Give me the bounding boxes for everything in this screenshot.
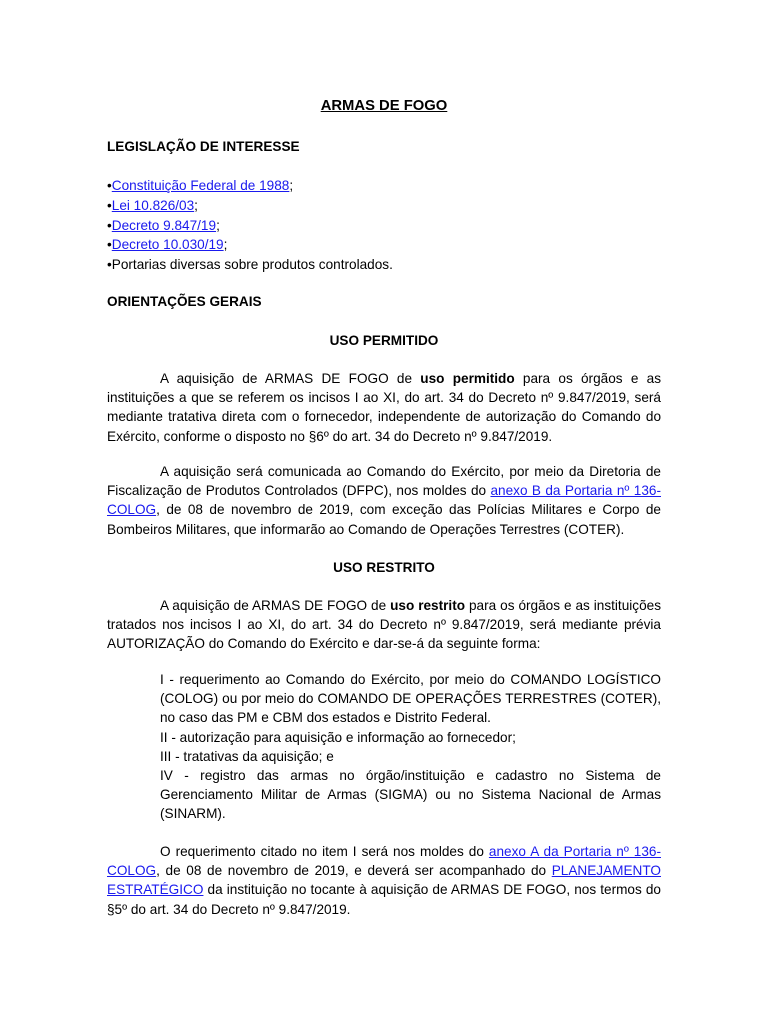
list-item: •Lei 10.826/03;: [107, 197, 198, 213]
uso-restrito-paragraph-1: A aquisição de ARMAS DE FOGO de uso restrito para os órgãos e as instituições tratados nos incisos I ao XI, do art. 34 do Decreto nº 9.847/2019, será mediante prévia AUTORIZAÇÃO do Comando do Exército e dar-se-á da seguinte forma:: [107, 598, 661, 652]
page-title: ARMAS DE FOGO: [320, 98, 448, 114]
bullet: •: [107, 237, 112, 253]
uso-restrito-heading: USO RESTRITO: [333, 560, 435, 575]
step-iii: III - tratativas da aquisição; e: [160, 748, 334, 764]
list-item: •Decreto 9.847/19;: [107, 217, 220, 233]
uso-permitido-bold: uso permitido: [420, 371, 515, 386]
procedure-steps: [160, 670, 661, 824]
anexo-b-link[interactable]: anexo B da Portaria nº 136-COLOG: [107, 483, 661, 518]
anexo-a-link[interactable]: anexo A da Portaria nº 136-COLOG: [107, 844, 661, 879]
orientacoes-heading: ORIENTAÇÕES GERAIS: [107, 294, 262, 309]
uso-restrito-paragraph-2: O requerimento citado no item I será nos moldes do anexo A da Portaria nº 136-COLOG, de 08 de novembro de 2019, e deverá ser acompanhado do PLANEJAMENTO ESTRATÉGICO da instituição no tocante à aquisição de ARMAS DE FOGO, nos termos do §5º do art. 34 do Decreto nº 9.847/2019.: [107, 844, 661, 917]
legislacao-heading: LEGISLAÇÃO DE INTERESSE: [107, 139, 300, 154]
uso-permitido-paragraph-1: A aquisição de ARMAS DE FOGO de uso permitido para os órgãos e as instituições a que se referem os incisos I ao XI, do art. 34 do Decreto nº 9.847/2019, será mediante tratativa direta com o fornecedor, independente de autorização do Comando do Exército, conforme o disposto no §6º do art. 34 do Decreto nº 9.847/2019.: [107, 371, 661, 444]
list-item: •Decreto 10.030/19;: [107, 237, 228, 253]
uso-permitido-heading: USO PERMITIDO: [329, 333, 439, 348]
list-item: [107, 255, 393, 275]
portarias-text: Portarias diversas sobre produtos controlados.: [111, 257, 393, 273]
step-ii: II - autorização para aquisição e informação ao fornecedor;: [160, 729, 516, 745]
legislacao-list: [107, 176, 393, 275]
planejamento-estrategico-link[interactable]: PLANEJAMENTO ESTRATÉGICO: [107, 863, 661, 898]
lei-10826-link[interactable]: Lei 10.826/03: [111, 197, 195, 213]
decreto-9847-link[interactable]: Decreto 9.847/19: [111, 217, 217, 233]
constituicao-link[interactable]: Constituição Federal de 1988: [111, 178, 290, 193]
uso-permitido-paragraph-2: A aquisição será comunicada ao Comando do Exército, por meio da Diretoria de Fiscalização de Produtos Controlados (DFPC), nos moldes do anexo B da Portaria nº 136-COLOG, de 08 de novembro de 2019, com exceção das Polícias Militares e Corpo de Bombeiros Militares, que informarão ao Comando de Operações Terrestres (COTER).: [107, 464, 661, 537]
decreto-10030-link[interactable]: Decreto 10.030/19: [111, 237, 224, 253]
step-i: I - requerimento ao Comando do Exército, por meio do COMANDO LOGÍSTICO (COLOG) ou por meio do COMANDO DE OPERAÇÕES TERRESTRES (COTER), no caso das PM e CBM dos estados e Distrito Federal.: [160, 672, 661, 726]
bullet: •: [107, 257, 112, 273]
bullet: •: [107, 217, 112, 233]
step-iv: IV - registro das armas no órgão/instituição e cadastro no Sistema de Gerenciamento Militar de Armas (SIGMA) ou no Sistema Nacional de Armas (SINARM).: [160, 768, 661, 822]
list-item: •Constituição Federal de 1988;: [107, 178, 294, 193]
bullet: •: [107, 197, 112, 213]
uso-restrito-bold: uso restrito: [390, 598, 466, 613]
bullet: •: [107, 178, 112, 193]
